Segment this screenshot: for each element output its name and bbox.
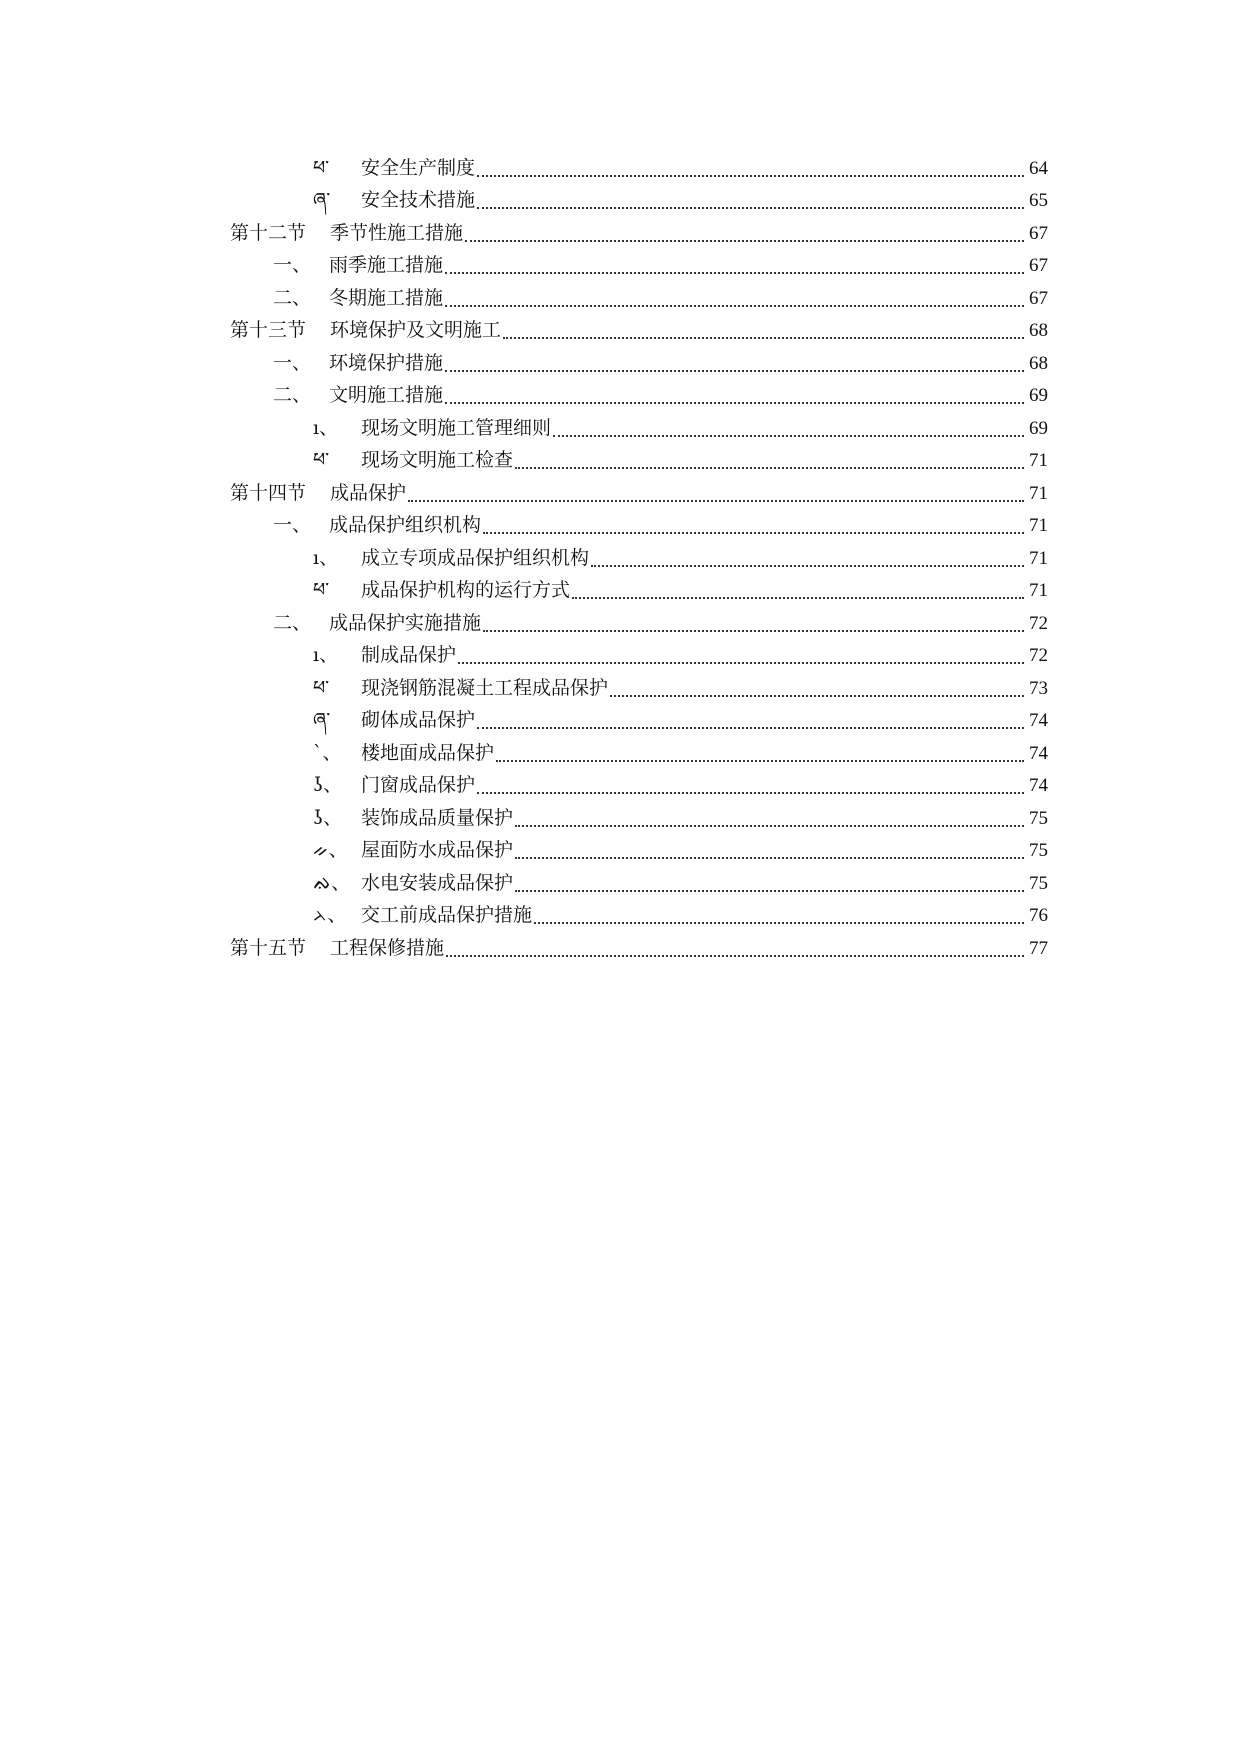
dot-leader	[483, 629, 1024, 632]
toc-entry-number: ʖ、	[313, 806, 343, 829]
toc-entry[interactable]	[0, 152, 1241, 185]
toc-entry-title: 成品保护机构的运行方式	[361, 579, 571, 602]
toc-entry-page-number: 73	[1029, 677, 1048, 699]
dot-leader	[572, 596, 1024, 599]
toc-entry[interactable]	[0, 380, 1241, 413]
toc-entry-title: 交工前成品保护措施	[361, 904, 533, 927]
table-of-contents	[0, 152, 1241, 965]
dot-leader	[515, 824, 1024, 827]
toc-entry-number: 二、	[273, 384, 312, 407]
toc-entry[interactable]	[0, 867, 1241, 900]
toc-entry-page-number: 74	[1029, 742, 1048, 764]
toc-entry-number: ཕ་	[313, 156, 330, 179]
toc-entry-number: ཞ་	[313, 709, 331, 732]
toc-entry-number: 一、	[273, 351, 312, 374]
toc-entry-page-number: 71	[1029, 450, 1048, 472]
toc-entry-page-number: 67	[1029, 222, 1048, 244]
toc-entry[interactable]	[0, 217, 1241, 250]
dot-leader	[445, 369, 1024, 372]
toc-entry[interactable]	[0, 932, 1241, 965]
toc-entry-page-number: 74	[1029, 710, 1048, 732]
dot-leader	[445, 401, 1024, 404]
toc-entry[interactable]	[0, 575, 1241, 608]
toc-entry-number: 第十二节	[230, 221, 313, 244]
toc-entry-number: 一、	[273, 254, 312, 277]
toc-entry-page-number: 69	[1029, 417, 1048, 439]
toc-entry-number: 第十四节	[230, 481, 313, 504]
toc-entry-number: 二、	[273, 611, 312, 634]
toc-entry-page-number: 76	[1029, 905, 1048, 927]
toc-entry[interactable]	[0, 282, 1241, 315]
toc-entry-title: 楼地面成品保护	[361, 741, 495, 764]
toc-entry[interactable]	[0, 737, 1241, 770]
toc-entry-title: 现场文明施工检查	[361, 449, 514, 472]
dot-leader	[465, 239, 1024, 242]
toc-entry-number: ı、	[313, 546, 339, 569]
toc-entry[interactable]	[0, 412, 1241, 445]
toc-entry-title: 制成品保护	[361, 644, 457, 667]
toc-entry-page-number: 71	[1029, 515, 1048, 537]
dot-leader	[515, 466, 1024, 469]
dot-leader	[553, 434, 1024, 437]
toc-entry-title: 成品保护实施措施	[329, 611, 482, 634]
toc-entry-page-number: 71	[1029, 547, 1048, 569]
toc-entry-title: 装饰成品质量保护	[361, 806, 514, 829]
toc-entry-page-number: 72	[1029, 645, 1048, 667]
toc-entry[interactable]	[0, 250, 1241, 283]
toc-entry[interactable]	[0, 477, 1241, 510]
dot-leader	[477, 206, 1024, 209]
dot-leader	[515, 856, 1024, 859]
toc-entry-page-number: 68	[1029, 320, 1048, 342]
toc-entry-page-number: 67	[1029, 255, 1048, 277]
toc-entry-title: 环境保护措施	[329, 351, 444, 374]
toc-entry-page-number: 64	[1029, 157, 1048, 179]
toc-entry-title: 文明施工措施	[329, 384, 444, 407]
toc-entry-number: ı、	[313, 416, 339, 439]
toc-entry-page-number: 71	[1029, 580, 1048, 602]
toc-entry-title: 工程保修措施	[330, 936, 445, 959]
dot-leader	[445, 271, 1024, 274]
toc-entry[interactable]	[0, 445, 1241, 478]
dot-leader	[446, 954, 1024, 957]
toc-entry-page-number: 72	[1029, 612, 1048, 634]
toc-entry-number: ཕ་	[313, 676, 330, 699]
toc-entry-title: 安全生产制度	[361, 156, 476, 179]
toc-entry-number: ཞ་	[313, 189, 331, 212]
toc-entry-page-number: 71	[1029, 482, 1048, 504]
dot-leader	[408, 499, 1024, 502]
toc-entry-title: 现浇钢筋混凝土工程成品保护	[361, 676, 609, 699]
toc-entry[interactable]	[0, 770, 1241, 803]
toc-entry[interactable]	[0, 315, 1241, 348]
toc-entry-number: 第十三节	[230, 319, 313, 342]
toc-entry[interactable]	[0, 705, 1241, 738]
toc-entry-title: 冬期施工措施	[329, 286, 444, 309]
toc-entry[interactable]	[0, 510, 1241, 543]
toc-entry-title: 成立专项成品保护组织机构	[361, 546, 590, 569]
toc-entry-title: 现场文明施工管理细则	[361, 416, 552, 439]
toc-entry-number: ཕ་	[313, 579, 330, 602]
toc-entry-page-number: 77	[1029, 937, 1048, 959]
toc-entry[interactable]	[0, 185, 1241, 218]
toc-entry[interactable]	[0, 672, 1241, 705]
dot-leader	[458, 661, 1024, 664]
toc-entry-number: 第十五节	[230, 936, 313, 959]
dot-leader	[477, 791, 1024, 794]
dot-leader	[477, 174, 1024, 177]
toc-entry-page-number: 75	[1029, 872, 1048, 894]
toc-entry[interactable]	[0, 802, 1241, 835]
toc-entry-number: ᨁ、	[313, 871, 351, 894]
toc-entry-number: ʖ、	[313, 774, 343, 797]
toc-entry-title: 水电安装成品保护	[361, 871, 514, 894]
dot-leader	[515, 889, 1024, 892]
toc-entry-page-number: 75	[1029, 840, 1048, 862]
toc-entry[interactable]	[0, 835, 1241, 868]
toc-entry[interactable]	[0, 607, 1241, 640]
toc-entry-title: 环境保护及文明施工	[330, 319, 502, 342]
dot-leader	[610, 694, 1024, 697]
toc-entry[interactable]	[0, 900, 1241, 933]
toc-entry-page-number: 74	[1029, 775, 1048, 797]
toc-entry-number: ˋ、	[313, 741, 342, 764]
toc-entry-number: 二、	[273, 286, 312, 309]
toc-entry-page-number: 75	[1029, 807, 1048, 829]
toc-entry-number: 一、	[273, 514, 312, 537]
dot-leader	[477, 726, 1024, 729]
toc-entry[interactable]	[0, 347, 1241, 380]
toc-entry-page-number: 69	[1029, 385, 1048, 407]
toc-entry-title: 砌体成品保护	[361, 709, 476, 732]
toc-entry-title: 门窗成品保护	[361, 774, 476, 797]
toc-entry-number: ཕ་	[313, 449, 330, 472]
dot-leader	[496, 759, 1024, 762]
toc-entry-page-number: 65	[1029, 190, 1048, 212]
dot-leader	[445, 304, 1024, 307]
toc-entry-title: 成品保护组织机构	[329, 514, 482, 537]
dot-leader	[534, 921, 1024, 924]
toc-entry-number: ᨂ、	[313, 904, 347, 927]
toc-entry-number: ᨀ、	[313, 839, 348, 862]
toc-entry-page-number: 67	[1029, 287, 1048, 309]
toc-entry-title: 屋面防水成品保护	[361, 839, 514, 862]
dot-leader	[483, 531, 1024, 534]
dot-leader	[503, 336, 1024, 339]
toc-entry-number: ı、	[313, 644, 339, 667]
toc-entry[interactable]	[0, 640, 1241, 673]
toc-entry-title: 成品保护	[330, 481, 407, 504]
toc-entry-page-number: 68	[1029, 352, 1048, 374]
toc-entry-title: 季节性施工措施	[330, 221, 464, 244]
toc-entry-title: 安全技术措施	[361, 189, 476, 212]
toc-entry-title: 雨季施工措施	[329, 254, 444, 277]
toc-entry[interactable]	[0, 542, 1241, 575]
dot-leader	[591, 564, 1024, 567]
